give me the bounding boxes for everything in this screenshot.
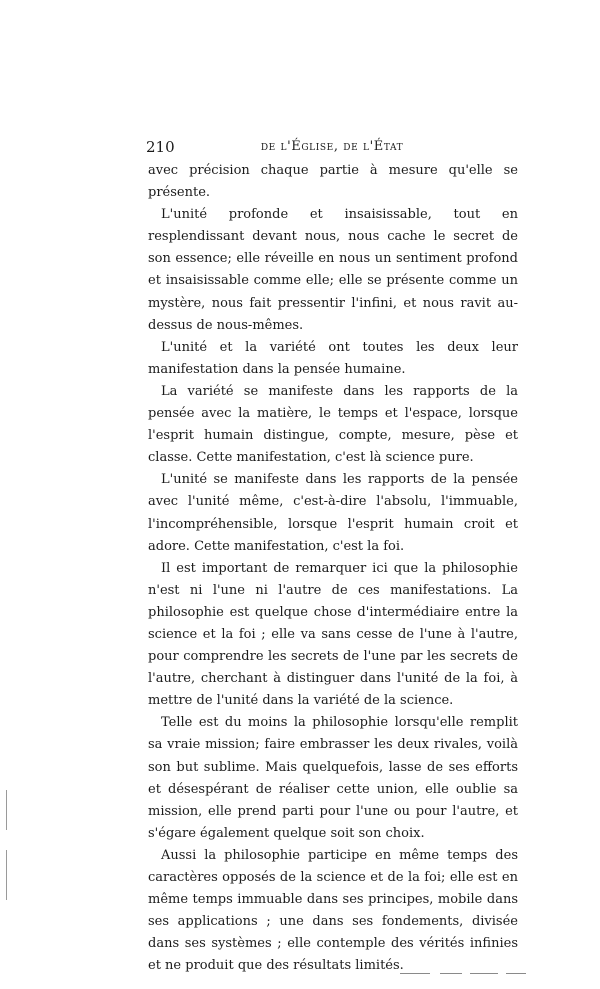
paragraph: L'unité profonde et insaisissable, tout en resplendissant devant nous, nous cache le secret de son essence; elle réveille en nous un sentiment profond et insaisissable comme elle; elle se présente comme un mystère, nous fait pressentir l'infini, et nous ravit au-dessus de nous-mêmes. <box>148 207 518 333</box>
paragraph: La variété se manifeste dans les rapports de la pensée avec la matière, le temps et l'espace, lorsque l'esprit humain distingue, compte, mesure, pèse et classe. Cette manifestation, c'est là science pure. <box>148 383 518 466</box>
body-text <box>148 160 518 977</box>
running-head: de l'Église, de l'État <box>260 139 404 154</box>
paragraph: L'unité se manifeste dans les rapports de la pensée avec l'unité même, c'est-à-dire l'absolu, l'immuable, l'incompréhensible, lorsque l'esprit humain croit et adore. Cette manifestation, c'est la foi. <box>148 472 518 554</box>
scan-artifact-rule <box>400 973 430 974</box>
scan-artifact-rule <box>440 973 462 974</box>
scan-artifact-rule <box>470 973 498 974</box>
paragraph: Aussi la philosophie participe en même temps des caractères opposés de la science et de la foi; elle est en même temps immuable dans ses principes, mobile dans ses applications ; une dans ses fondements, divisée dans ses systèmes ; elle contemple des vérités infinies et ne produit que des résultats limités. <box>148 847 518 974</box>
paragraph-continuation: avec précision chaque partie à mesure qu'elle se présente. <box>148 163 518 201</box>
scan-edge-mark <box>6 850 7 900</box>
scan-artifact-rule <box>506 973 526 974</box>
page-number: 210 <box>146 138 175 156</box>
paragraph: Telle est du moins la philosophie lorsqu'elle remplit sa vraie mission; faire embrasser les deux rivales, voilà son but sublime. Mais quelquefois, lasse de ses efforts et désespérant de réaliser cette union, elle oublie sa mission, elle prend parti pour l'une ou pour l'autre, et s'égare également quelque soit son choix. <box>148 715 518 841</box>
paragraph: Il est important de remarquer ici que la philosophie n'est ni l'une ni l'autre de ces manifestations. La philosophie est quelque chose d'intermédiaire entre la science et la foi ; elle va sans cesse de l'une à l'autre, pour comprendre les secrets de l'une par les secrets de l'autre, cherchant à distinguer dans l'unité de la foi, à mettre de l'unité dans la variété de la science. <box>148 560 518 709</box>
page-header <box>146 138 518 158</box>
scan-edge-mark <box>6 790 7 830</box>
paragraph: L'unité et la variété ont toutes les deux leur manifestation dans la pensée humaine. <box>148 339 518 377</box>
